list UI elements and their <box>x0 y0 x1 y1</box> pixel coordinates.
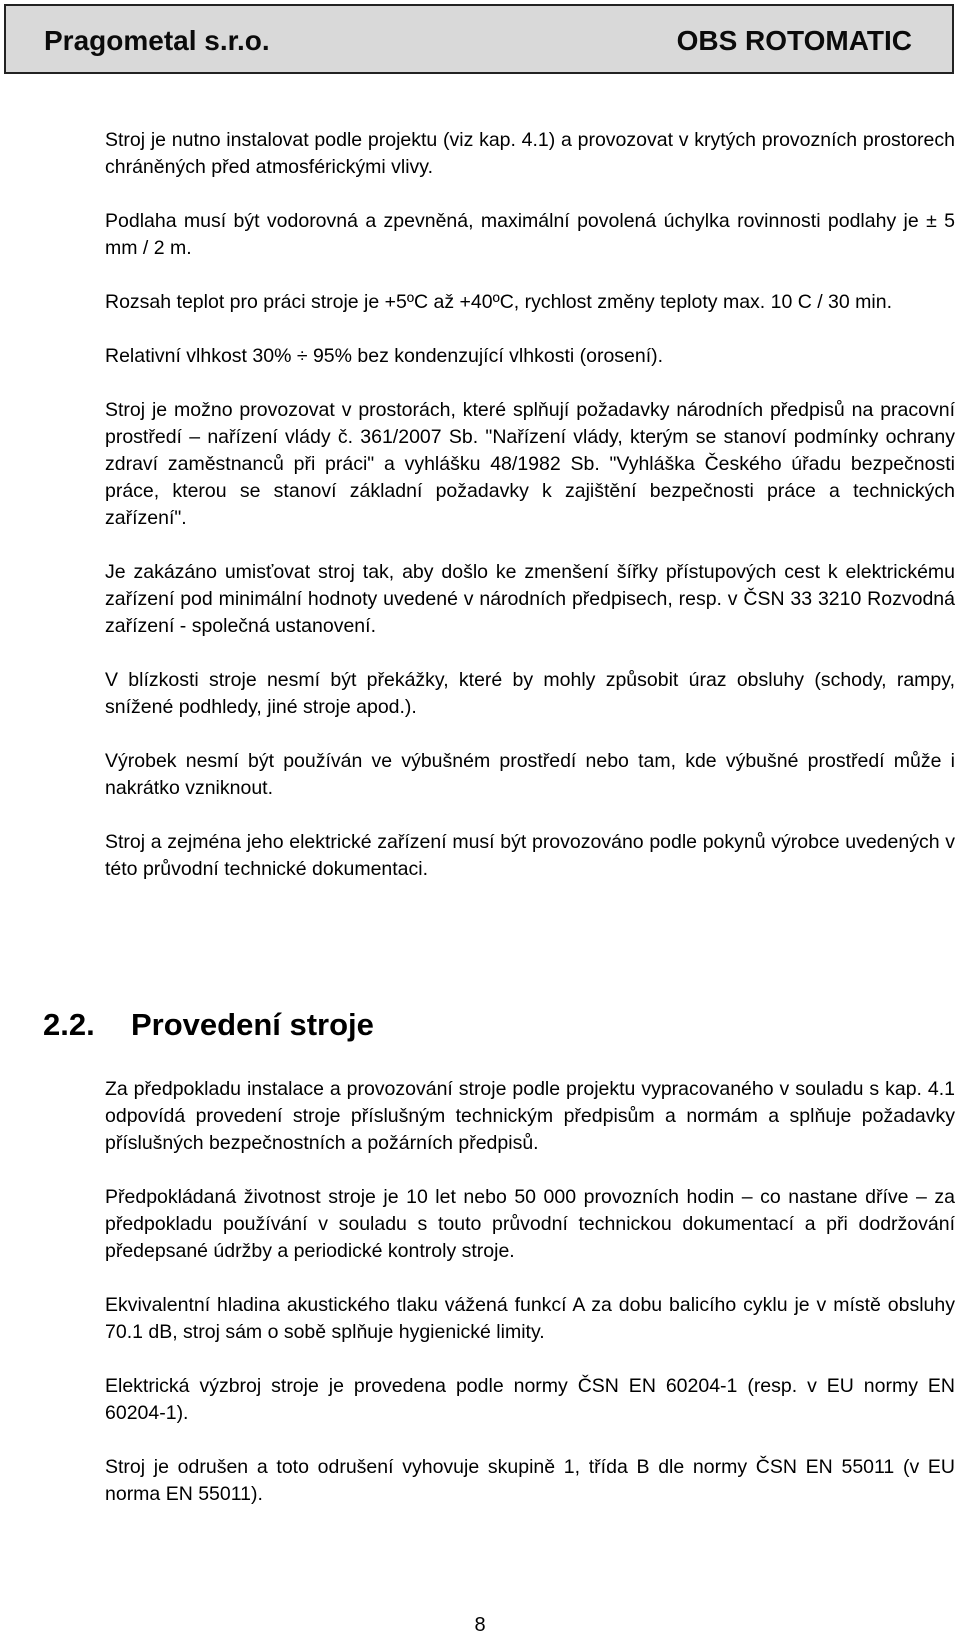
paragraph: Rozsah teplot pro práci stroje je +5ºC až +40ºC, rychlost změny teploty max. 10 C / 30 min. <box>105 291 893 313</box>
paragraph: Stroj je odrušen a toto odrušení vyhovuje skupině 1, třída B dle normy ČSN EN 55011 (v EU norma EN 55011). <box>105 1456 955 1505</box>
paragraph: Za předpokladu instalace a provozování stroje podle projektu vypracovaného v souladu s kap. 4.1 odpovídá provedení stroje příslušným technickým předpisům a normám a splňuje požadavky příslušných bezpečnostních a požárních předpisů. <box>105 1078 955 1154</box>
paragraph: Výrobek nesmí být používán ve výbušném prostředí nebo tam, kde výbušné prostředí může i nakrátko vzniknout. <box>105 750 955 799</box>
paragraph: Relativní vlhkost 30% ÷ 95% bez kondenzující vlhkosti (orosení). <box>105 345 664 367</box>
paragraph: Ekvivalentní hladina akustického tlaku vážená funkcí A za dobu balicího cyklu je v místě obsluhy 70.1 dB, stroj sám o sobě splňuje hygienické limity. <box>105 1294 955 1343</box>
section-title: Provedení stroje <box>131 1007 374 1042</box>
paragraph: Podlaha musí být vodorovná a zpevněná, maximální povolená úchylka rovinnosti podlahy je ± 5 mm / 2 m. <box>105 210 955 259</box>
paragraph: Stroj je možno provozovat v prostorách, které splňují požadavky národních předpisů na pracovní prostředí – nařízení vlády č. 361/2007 Sb. "Nařízení vlády, kterým se stanoví podmínky ochrany zdraví zaměstnanců při práci" a vyhlášku 48/1982 Sb. "Vyhláška Českého úřadu bezpečnosti práce, kterou se stanoví základní požadavky k zajištění bezpečnosti práce a technických zařízení". <box>105 399 955 529</box>
paragraph: V blízkosti stroje nesmí být překážky, které by mohly způsobit úraz obsluhy (schody, rampy, snížené podhledy, jiné stroje apod.). <box>105 669 955 718</box>
paragraph: Stroj je nutno instalovat podle projektu (viz kap. 4.1) a provozovat v krytých provozních prostorech chráněných před atmosférickými vlivy. <box>105 129 955 178</box>
section-heading <box>43 1005 374 1045</box>
section-2-body <box>105 1076 955 1535</box>
paragraph: Je zakázáno umisťovat stroj tak, aby došlo ke zmenšení šířky přístupových cest k elektrickému zařízení pod minimální hodnoty uvedené v národních předpisech, resp. v ČSN 33 3210 Rozvodná zařízení - společná ustanovení. <box>105 561 955 637</box>
section-1-body <box>105 127 955 910</box>
company-name: Pragometal s.r.o. <box>44 25 270 56</box>
page-header <box>4 4 954 74</box>
section-number: 2.2. <box>43 1007 95 1042</box>
paragraph: Předpokládaná životnost stroje je 10 let nebo 50 000 provozních hodin – co nastane dříve – za předpokladu používání v souladu s touto průvodní technickou dokumentací a při dodržování předepsané údržby a periodické kontroly stroje. <box>105 1186 955 1262</box>
paragraph: Elektrická výzbroj stroje je provedena podle normy ČSN EN 60204-1 (resp. v EU normy EN 60204-1). <box>105 1375 955 1424</box>
product-name: OBS ROTOMATIC <box>676 25 912 56</box>
paragraph: Stroj a zejména jeho elektrické zařízení musí být provozováno podle pokynů výrobce uvedených v této průvodní technické dokumentaci. <box>105 831 955 880</box>
page-number: 8 <box>474 1614 486 1636</box>
